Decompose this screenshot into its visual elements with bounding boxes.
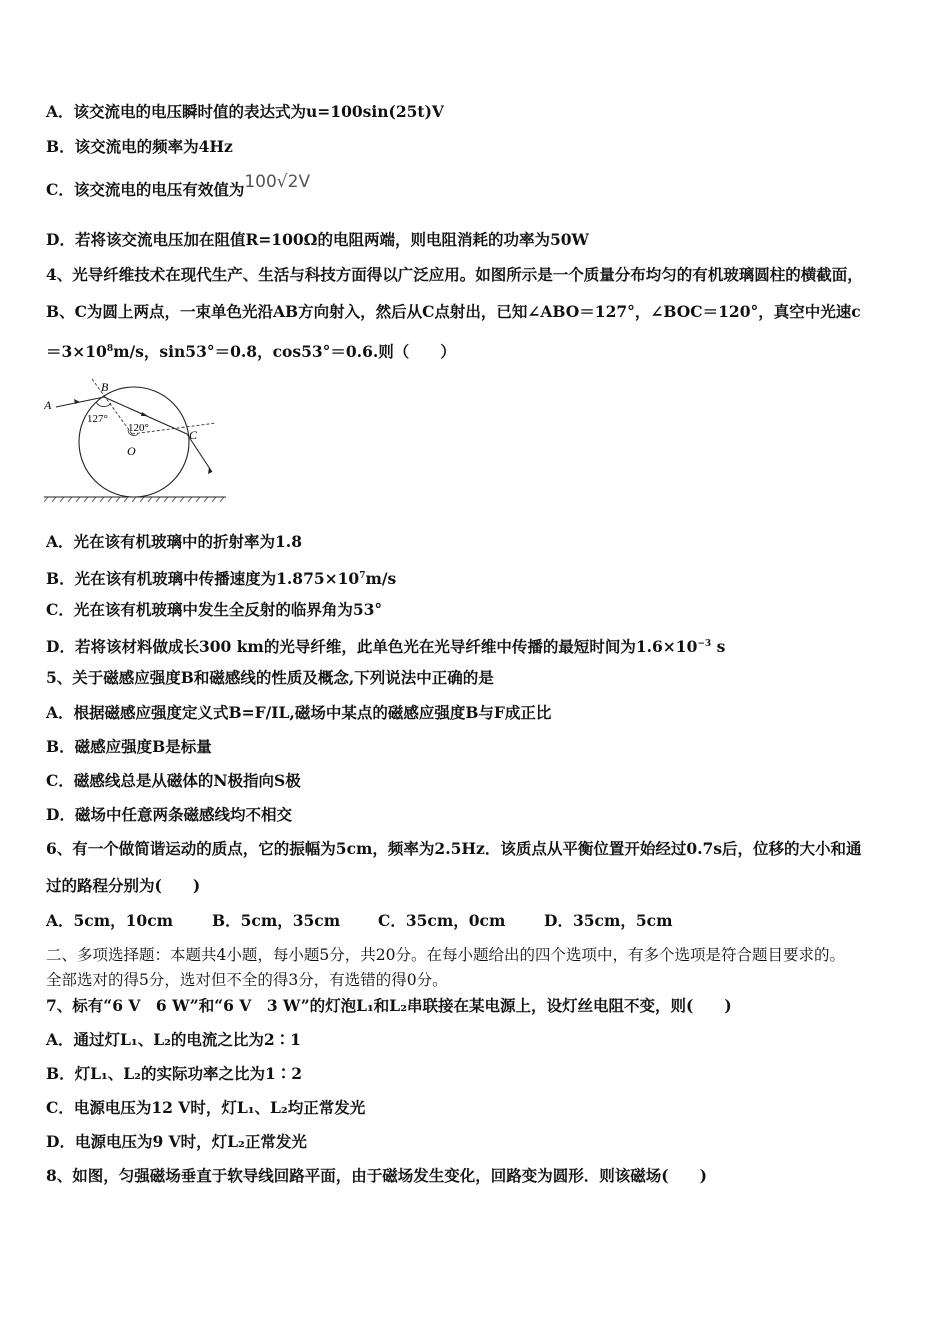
q3-option-a: A．该交流电的电压瞬时值的表达式为u=100sin(25t)V <box>46 102 444 121</box>
q4-option-d-unit: s <box>711 637 726 657</box>
q5-option-c: C．磁感线总是从磁体的N极指向S极 <box>46 771 301 790</box>
q3-option-c-text: C．该交流电的电压有效值为 <box>46 180 245 199</box>
q5-stem: 5、关于磁感应强度B和磁感线的性质及概念,下列说法中正确的是 <box>46 668 494 687</box>
angle-arc-b <box>96 402 111 407</box>
q4-stem-rest: m/s，sin53°＝0.8，cos53°＝0.6.则（ ） <box>113 342 456 362</box>
q4-option-b <box>46 566 396 589</box>
q3-option-b: B．该交流电的频率为4Hz <box>46 137 233 156</box>
q4-option-d-exponent: −3 <box>697 639 712 649</box>
label-c: C <box>189 428 198 442</box>
q7-option-b: B．灯L₁、L₂的实际功率之比为1∶2 <box>46 1064 303 1083</box>
q3-option-d: D．若将该交流电压加在阻值R=100Ω的电阻两端，则电阻消耗的功率为50W <box>46 230 589 249</box>
angle-label-127: 127° <box>87 413 108 425</box>
q3-option-c <box>46 172 311 200</box>
q3-option-c-formula: 100√2V <box>244 172 311 192</box>
cylinder-cross-section <box>79 387 189 497</box>
section2-instructions-line2: 全部选对的得5分，选对但不全的得3分，有选错的得0分。 <box>46 971 448 989</box>
label-o: O <box>127 444 136 458</box>
q7-option-d: D．电源电压为9 V时，灯L₂正常发光 <box>46 1132 307 1151</box>
q4-option-b-text: B．光在该有机玻璃中传播速度为1.875×10 <box>46 569 360 589</box>
q4-stem-line3 <box>46 339 456 362</box>
q6-option-d: D．35cm，5cm <box>544 911 673 930</box>
q6-stem-line1: 6、有一个做简谐运动的质点，它的振幅为5cm，频率为2.5Hz．该质点从平衡位置开始经过0.7s后，位移的大小和通 <box>46 839 862 858</box>
q4-option-b-unit: m/s <box>365 569 397 589</box>
q7-stem: 7、标有“6 V 6 W”和“6 V 3 W”的灯泡L₁和L₂串联接在某电源上，设灯丝电阻不变，则( ) <box>46 996 732 1015</box>
section2-instructions-line1: 二、多项选择题：本题共4小题，每小题5分，共20分。在每小题给出的四个选项中，有多个选项是符合题目要求的。 <box>46 946 845 964</box>
q8-stem: 8、如图，匀强磁场垂直于软导线回路平面，由于磁场发生变化，回路变为圆形．则该磁场( ) <box>46 1166 707 1185</box>
q6-options <box>46 911 672 931</box>
q7-option-c: C．电源电压为12 V时，灯L₁、L₂均正常发光 <box>46 1098 366 1117</box>
q4-stem-speed: ＝3×10 <box>46 342 107 362</box>
label-b: B <box>101 380 109 394</box>
q4-stem-line1: 4、光导纤维技术在现代生产、生活与科技方面得以广泛应用。如图所示是一个质量分布均匀的有机玻璃圆柱的横截面， <box>46 265 863 284</box>
incident-ray-arrow <box>74 399 80 404</box>
q5-option-d: D．磁场中任意两条磁感线均不相交 <box>46 805 292 824</box>
q4-stem-exponent: 8 <box>106 344 114 354</box>
q7-option-a: A．通过灯L₁、L₂的电流之比为2∶1 <box>46 1030 301 1049</box>
q4-option-d <box>46 634 725 657</box>
q6-option-b: B．5cm，35cm <box>212 911 341 930</box>
q5-option-b: B．磁感应强度B是标量 <box>46 737 212 756</box>
optical-fiber-figure <box>44 376 234 504</box>
q4-stem-line2: B、C为圆上两点，一束单色光沿AB方向射入，然后从C点射出，已知∠ABO＝127°，∠BOC＝120°，真空中光速c <box>46 302 861 321</box>
q4-option-d-text: D．若将该材料做成长300 km的光导纤维，此单色光在光导纤维中传播的最短时间为1.6×10 <box>46 637 698 657</box>
q4-option-c: C．光在该有机玻璃中发生全反射的临界角为53° <box>46 600 383 619</box>
q4-option-a: A．光在该有机玻璃中的折射率为1.8 <box>46 532 302 551</box>
ground-hatching <box>44 497 224 502</box>
refracted-ray-arrow <box>141 412 148 416</box>
angle-label-120: 120° <box>128 422 149 434</box>
q4-option-b-exponent: 7 <box>359 571 366 581</box>
q5-option-a: A．根据磁感应强度定义式B=F/IL,磁场中某点的磁感应强度B与F成正比 <box>46 703 552 722</box>
label-a: A <box>44 398 52 412</box>
q6-stem-line2: 过的路程分别为( ) <box>46 876 201 895</box>
q6-option-a: A．5cm，10cm <box>46 911 174 930</box>
q6-option-c: C．35cm，0cm <box>378 911 506 930</box>
